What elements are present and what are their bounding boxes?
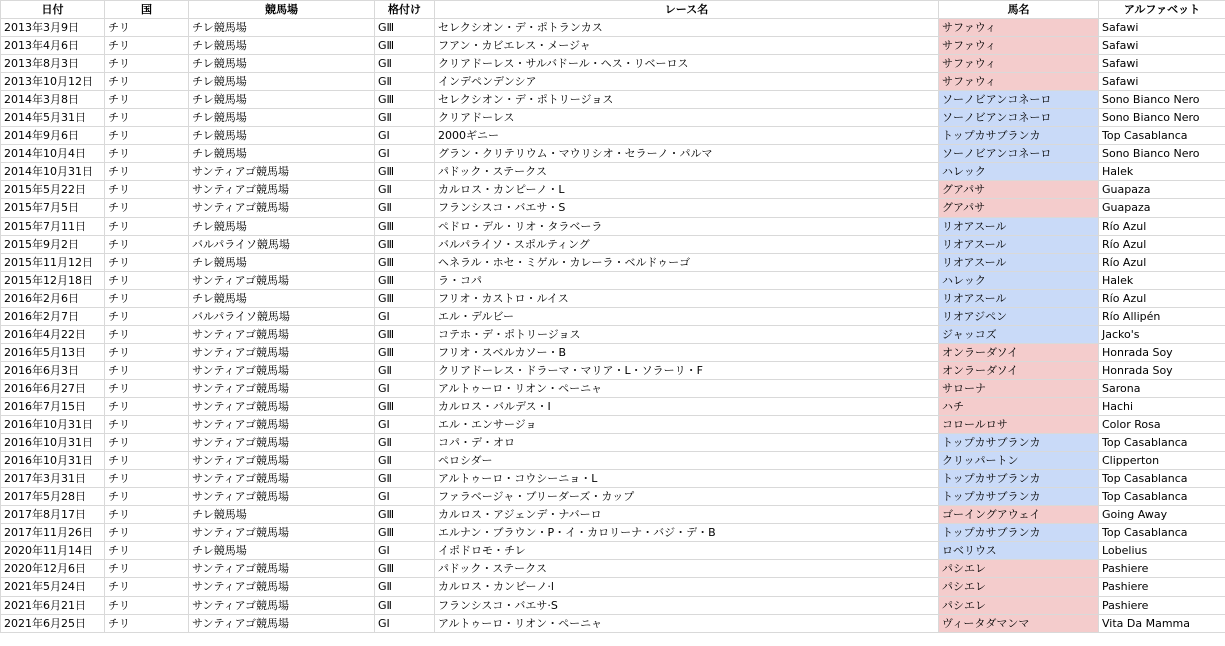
cell-alpha[interactable]: Honrada Soy — [1099, 361, 1225, 379]
cell-race[interactable]: フリオ・カストロ・ルイス — [435, 289, 939, 307]
cell-date[interactable]: 2014年10月4日 — [1, 145, 105, 163]
cell-alpha[interactable]: Río Azul — [1099, 235, 1225, 253]
cell-race[interactable]: パドック・ステークス — [435, 560, 939, 578]
cell-race[interactable]: クリアドーレス・サルバドール・ヘス・リベーロス — [435, 55, 939, 73]
cell-horse[interactable]: ヴィータダマンマ — [939, 614, 1099, 632]
cell-date[interactable]: 2017年8月17日 — [1, 506, 105, 524]
cell-horse[interactable]: ジャッコズ — [939, 325, 1099, 343]
cell-date[interactable]: 2016年5月13日 — [1, 343, 105, 361]
cell-country[interactable]: チリ — [105, 271, 189, 289]
cell-track[interactable]: チレ競馬場 — [189, 19, 375, 37]
cell-date[interactable]: 2013年10月12日 — [1, 73, 105, 91]
table-row — [1, 235, 1225, 253]
cell-track[interactable]: チレ競馬場 — [189, 145, 375, 163]
table-row — [1, 73, 1225, 91]
cell-track[interactable]: サンティアゴ競馬場 — [189, 343, 375, 361]
cell-grade[interactable]: GⅠ — [375, 145, 435, 163]
cell-track[interactable]: サンティアゴ競馬場 — [189, 470, 375, 488]
cell-country[interactable]: チリ — [105, 596, 189, 614]
cell-date[interactable]: 2021年6月25日 — [1, 614, 105, 632]
table-row — [1, 109, 1225, 127]
cell-race[interactable]: カルロス・カンピーノ・L — [435, 181, 939, 199]
cell-alpha[interactable]: Color Rosa — [1099, 416, 1225, 434]
cell-alpha[interactable]: Clipperton — [1099, 452, 1225, 470]
cell-track[interactable]: チレ競馬場 — [189, 542, 375, 560]
cell-date[interactable]: 2016年2月6日 — [1, 289, 105, 307]
header-country[interactable]: 国 — [105, 1, 189, 19]
cell-country[interactable]: チリ — [105, 397, 189, 415]
cell-grade[interactable]: GⅢ — [375, 524, 435, 542]
cell-date[interactable]: 2016年6月27日 — [1, 379, 105, 397]
cell-alpha[interactable]: Going Away — [1099, 506, 1225, 524]
table-row — [1, 452, 1225, 470]
cell-alpha[interactable]: Sono Bianco Nero — [1099, 109, 1225, 127]
cell-race[interactable]: ペドロ・デル・リオ・タラベーラ — [435, 217, 939, 235]
cell-grade[interactable]: GⅢ — [375, 37, 435, 55]
cell-grade[interactable]: GⅢ — [375, 271, 435, 289]
cell-grade[interactable]: GⅠ — [375, 307, 435, 325]
cell-grade[interactable]: GⅡ — [375, 578, 435, 596]
cell-grade[interactable]: GⅢ — [375, 19, 435, 37]
cell-horse[interactable]: ロベリウス — [939, 542, 1099, 560]
cell-date[interactable]: 2014年5月31日 — [1, 109, 105, 127]
table-row — [1, 307, 1225, 325]
cell-country[interactable]: チリ — [105, 524, 189, 542]
cell-country[interactable]: チリ — [105, 470, 189, 488]
cell-date[interactable]: 2015年12月18日 — [1, 271, 105, 289]
table-row — [1, 253, 1225, 271]
cell-horse[interactable]: サファウィ — [939, 37, 1099, 55]
cell-country[interactable]: チリ — [105, 379, 189, 397]
cell-date[interactable]: 2017年5月28日 — [1, 488, 105, 506]
cell-track[interactable]: サンティアゴ競馬場 — [189, 271, 375, 289]
cell-track[interactable]: バルパライソ競馬場 — [189, 235, 375, 253]
cell-track[interactable]: サンティアゴ競馬場 — [189, 434, 375, 452]
cell-date[interactable]: 2017年11月26日 — [1, 524, 105, 542]
table-row — [1, 560, 1225, 578]
cell-alpha[interactable]: Sono Bianco Nero — [1099, 91, 1225, 109]
cell-horse[interactable]: リオアスール — [939, 289, 1099, 307]
cell-date[interactable]: 2021年5月24日 — [1, 578, 105, 596]
cell-race[interactable]: コテホ・デ・ポトリージョス — [435, 325, 939, 343]
cell-alpha[interactable]: Vita Da Mamma — [1099, 614, 1225, 632]
table-body — [1, 19, 1225, 633]
cell-horse[interactable]: サファウィ — [939, 73, 1099, 91]
cell-grade[interactable]: GⅢ — [375, 325, 435, 343]
cell-race[interactable]: ラ・コパ — [435, 271, 939, 289]
table-row — [1, 614, 1225, 632]
cell-race[interactable]: エルナン・ブラウン・P・イ・カロリーナ・バジ・デ・B — [435, 524, 939, 542]
cell-alpha[interactable]: Honrada Soy — [1099, 343, 1225, 361]
cell-race[interactable]: フリオ・スベルカソー・B — [435, 343, 939, 361]
table-row — [1, 379, 1225, 397]
cell-track[interactable]: チレ競馬場 — [189, 127, 375, 145]
cell-country[interactable]: チリ — [105, 181, 189, 199]
cell-race[interactable]: パドック・ステークス — [435, 163, 939, 181]
cell-date[interactable]: 2016年10月31日 — [1, 434, 105, 452]
cell-grade[interactable]: GⅠ — [375, 488, 435, 506]
cell-grade[interactable]: GⅠ — [375, 127, 435, 145]
cell-race[interactable]: イポドロモ・チレ — [435, 542, 939, 560]
cell-horse[interactable]: パシエレ — [939, 578, 1099, 596]
cell-track[interactable]: バルパライソ競馬場 — [189, 307, 375, 325]
cell-date[interactable]: 2013年3月9日 — [1, 19, 105, 37]
cell-country[interactable]: チリ — [105, 614, 189, 632]
cell-alpha[interactable]: Río Allipén — [1099, 307, 1225, 325]
cell-country[interactable]: チリ — [105, 19, 189, 37]
cell-grade[interactable]: GⅢ — [375, 91, 435, 109]
cell-country[interactable]: チリ — [105, 343, 189, 361]
table-row — [1, 271, 1225, 289]
cell-grade[interactable]: GⅠ — [375, 542, 435, 560]
table-row — [1, 37, 1225, 55]
cell-grade[interactable]: GⅡ — [375, 452, 435, 470]
cell-date[interactable]: 2014年9月6日 — [1, 127, 105, 145]
cell-horse[interactable]: ゴーイングアウェイ — [939, 506, 1099, 524]
cell-alpha[interactable]: Sono Bianco Nero — [1099, 145, 1225, 163]
cell-alpha[interactable]: Top Casablanca — [1099, 524, 1225, 542]
cell-track[interactable]: チレ競馬場 — [189, 91, 375, 109]
cell-grade[interactable]: GⅢ — [375, 560, 435, 578]
cell-grade[interactable]: GⅡ — [375, 73, 435, 91]
cell-alpha[interactable]: Safawi — [1099, 37, 1225, 55]
cell-track[interactable]: チレ競馬場 — [189, 37, 375, 55]
cell-date[interactable]: 2020年12月6日 — [1, 560, 105, 578]
cell-grade[interactable]: GⅢ — [375, 235, 435, 253]
cell-race[interactable]: クリアドーレス・ドラーマ・マリア・L・ソラーリ・F — [435, 361, 939, 379]
cell-track[interactable]: チレ競馬場 — [189, 506, 375, 524]
cell-horse[interactable]: トップカサブランカ — [939, 524, 1099, 542]
cell-race[interactable]: フランシスコ・バエサ・S — [435, 199, 939, 217]
cell-alpha[interactable]: Hachi — [1099, 397, 1225, 415]
cell-track[interactable]: サンティアゴ競馬場 — [189, 614, 375, 632]
cell-horse[interactable]: クリッパートン — [939, 452, 1099, 470]
cell-horse[interactable]: パシエレ — [939, 560, 1099, 578]
cell-race[interactable]: インデペンデンシア — [435, 73, 939, 91]
cell-horse[interactable]: サローナ — [939, 379, 1099, 397]
cell-alpha[interactable]: Pashiere — [1099, 578, 1225, 596]
cell-horse[interactable]: リオアジペン — [939, 307, 1099, 325]
cell-country[interactable]: チリ — [105, 560, 189, 578]
cell-date[interactable]: 2015年7月5日 — [1, 199, 105, 217]
cell-grade[interactable]: GⅢ — [375, 289, 435, 307]
cell-track[interactable]: サンティアゴ競馬場 — [189, 452, 375, 470]
cell-date[interactable]: 2016年10月31日 — [1, 416, 105, 434]
cell-track[interactable]: サンティアゴ競馬場 — [189, 379, 375, 397]
cell-date[interactable]: 2016年10月31日 — [1, 452, 105, 470]
cell-race[interactable]: セレクシオン・デ・ポトリージョス — [435, 91, 939, 109]
cell-alpha[interactable]: Pashiere — [1099, 560, 1225, 578]
cell-alpha[interactable]: Halek — [1099, 163, 1225, 181]
table-row — [1, 325, 1225, 343]
cell-grade[interactable]: GⅡ — [375, 361, 435, 379]
cell-date[interactable]: 2021年6月21日 — [1, 596, 105, 614]
cell-grade[interactable]: GⅢ — [375, 397, 435, 415]
header-race[interactable]: レース名 — [435, 1, 939, 19]
header-track[interactable]: 競馬場 — [189, 1, 375, 19]
table-row — [1, 596, 1225, 614]
table-row — [1, 361, 1225, 379]
cell-horse[interactable]: リオアスール — [939, 217, 1099, 235]
cell-horse[interactable]: ハチ — [939, 397, 1099, 415]
cell-alpha[interactable]: Top Casablanca — [1099, 470, 1225, 488]
cell-date[interactable]: 2015年9月2日 — [1, 235, 105, 253]
cell-grade[interactable]: GⅢ — [375, 217, 435, 235]
table-row — [1, 127, 1225, 145]
table-row — [1, 397, 1225, 415]
cell-country[interactable]: チリ — [105, 361, 189, 379]
cell-country[interactable]: チリ — [105, 163, 189, 181]
cell-horse[interactable]: ソーノビアンコネーロ — [939, 109, 1099, 127]
cell-alpha[interactable]: Top Casablanca — [1099, 127, 1225, 145]
cell-race[interactable]: ヘネラル・ホセ・ミゲル・カレーラ・ベルドゥーゴ — [435, 253, 939, 271]
table-row — [1, 470, 1225, 488]
cell-country[interactable]: チリ — [105, 307, 189, 325]
table-row — [1, 163, 1225, 181]
cell-grade[interactable]: GⅢ — [375, 253, 435, 271]
cell-horse[interactable]: オンラーダソイ — [939, 361, 1099, 379]
cell-date[interactable]: 2013年8月3日 — [1, 55, 105, 73]
cell-alpha[interactable]: Río Azul — [1099, 289, 1225, 307]
cell-race[interactable]: ファラベージャ・ブリーダーズ・カップ — [435, 488, 939, 506]
cell-alpha[interactable]: Pashiere — [1099, 596, 1225, 614]
cell-grade[interactable]: GⅡ — [375, 109, 435, 127]
cell-horse[interactable]: ソーノビアンコネーロ — [939, 91, 1099, 109]
header-date[interactable]: 日付 — [1, 1, 105, 19]
cell-country[interactable]: チリ — [105, 325, 189, 343]
cell-grade[interactable]: GⅡ — [375, 596, 435, 614]
cell-horse[interactable]: ハレック — [939, 163, 1099, 181]
cell-race[interactable]: カルロス・カンピーノ·l — [435, 578, 939, 596]
table-row — [1, 145, 1225, 163]
table-row — [1, 181, 1225, 199]
table-row — [1, 578, 1225, 596]
cell-country[interactable]: チリ — [105, 578, 189, 596]
cell-horse[interactable]: オンラーダソイ — [939, 343, 1099, 361]
cell-country[interactable]: チリ — [105, 416, 189, 434]
cell-horse[interactable]: ハレック — [939, 271, 1099, 289]
cell-grade[interactable]: GⅡ — [375, 470, 435, 488]
cell-date[interactable]: 2020年11月14日 — [1, 542, 105, 560]
cell-country[interactable]: チリ — [105, 452, 189, 470]
cell-track[interactable]: サンティアゴ競馬場 — [189, 163, 375, 181]
cell-grade[interactable]: GⅢ — [375, 343, 435, 361]
cell-country[interactable]: チリ — [105, 434, 189, 452]
cell-alpha[interactable]: Sarona — [1099, 379, 1225, 397]
table-row — [1, 217, 1225, 235]
cell-race[interactable]: カルロス・アジェンデ・ナバーロ — [435, 506, 939, 524]
header-grade[interactable]: 格付け — [375, 1, 435, 19]
cell-track[interactable]: サンティアゴ競馬場 — [189, 181, 375, 199]
cell-alpha[interactable]: Halek — [1099, 271, 1225, 289]
cell-race[interactable]: コパ・デ・オロ — [435, 434, 939, 452]
cell-horse[interactable]: コロールロサ — [939, 416, 1099, 434]
cell-alpha[interactable]: Jacko's — [1099, 325, 1225, 343]
cell-country[interactable]: チリ — [105, 235, 189, 253]
table-row — [1, 488, 1225, 506]
table-row — [1, 19, 1225, 37]
cell-horse[interactable]: パシエレ — [939, 596, 1099, 614]
cell-track[interactable]: サンティアゴ競馬場 — [189, 560, 375, 578]
cell-country[interactable]: チリ — [105, 217, 189, 235]
cell-country[interactable]: チリ — [105, 488, 189, 506]
cell-alpha[interactable]: Top Casablanca — [1099, 488, 1225, 506]
cell-race[interactable]: セレクシオン・デ・ポトランカス — [435, 19, 939, 37]
cell-track[interactable]: サンティアゴ競馬場 — [189, 524, 375, 542]
cell-date[interactable]: 2016年7月15日 — [1, 397, 105, 415]
cell-country[interactable]: チリ — [105, 253, 189, 271]
cell-alpha[interactable]: Safawi — [1099, 19, 1225, 37]
cell-country[interactable]: チリ — [105, 91, 189, 109]
cell-alpha[interactable]: Guapaza — [1099, 199, 1225, 217]
cell-race[interactable]: フランシスコ・バエサ·S — [435, 596, 939, 614]
cell-race[interactable]: フアン・カビエレス・メージャ — [435, 37, 939, 55]
table-row — [1, 91, 1225, 109]
cell-country[interactable]: チリ — [105, 506, 189, 524]
cell-horse[interactable]: トップカサブランカ — [939, 127, 1099, 145]
cell-track[interactable]: サンティアゴ競馬場 — [189, 361, 375, 379]
header-horse[interactable]: 馬名 — [939, 1, 1099, 19]
cell-race[interactable]: クリアドーレス — [435, 109, 939, 127]
cell-grade[interactable]: GⅢ — [375, 506, 435, 524]
cell-country[interactable]: チリ — [105, 109, 189, 127]
cell-horse[interactable]: ソーノビアンコネーロ — [939, 145, 1099, 163]
cell-date[interactable]: 2016年2月7日 — [1, 307, 105, 325]
cell-grade[interactable]: GⅡ — [375, 199, 435, 217]
cell-country[interactable]: チリ — [105, 127, 189, 145]
cell-race[interactable]: 2000ギニー — [435, 127, 939, 145]
table-row — [1, 434, 1225, 452]
cell-track[interactable]: サンティアゴ競馬場 — [189, 397, 375, 415]
cell-grade[interactable]: GⅡ — [375, 181, 435, 199]
cell-date[interactable]: 2016年4月22日 — [1, 325, 105, 343]
cell-country[interactable]: チリ — [105, 55, 189, 73]
cell-race[interactable]: カルロス・バルデス・I — [435, 397, 939, 415]
cell-race[interactable]: アルトゥーロ・リオン・ペーニャ — [435, 379, 939, 397]
cell-horse[interactable]: トップカサブランカ — [939, 488, 1099, 506]
cell-track[interactable]: サンティアゴ競馬場 — [189, 596, 375, 614]
cell-race[interactable]: アルトゥーロ・コウシーニョ・L — [435, 470, 939, 488]
cell-track[interactable]: チレ競馬場 — [189, 253, 375, 271]
table-row — [1, 506, 1225, 524]
table-row — [1, 343, 1225, 361]
cell-track[interactable]: サンティアゴ競馬場 — [189, 488, 375, 506]
cell-horse[interactable]: サファウィ — [939, 19, 1099, 37]
cell-track[interactable]: チレ競馬場 — [189, 289, 375, 307]
cell-race[interactable]: エル・エンサージョ — [435, 416, 939, 434]
cell-date[interactable]: 2015年11月12日 — [1, 253, 105, 271]
cell-track[interactable]: チレ競馬場 — [189, 73, 375, 91]
table-row — [1, 199, 1225, 217]
cell-track[interactable]: サンティアゴ競馬場 — [189, 199, 375, 217]
cell-alpha[interactable]: Guapaza — [1099, 181, 1225, 199]
cell-grade[interactable]: GⅢ — [375, 163, 435, 181]
table-row — [1, 416, 1225, 434]
cell-grade[interactable]: GⅡ — [375, 55, 435, 73]
cell-horse[interactable]: リオアスール — [939, 253, 1099, 271]
cell-track[interactable]: チレ競馬場 — [189, 109, 375, 127]
cell-horse[interactable]: リオアスール — [939, 235, 1099, 253]
cell-race[interactable]: アルトゥーロ・リオン・ペーニャ — [435, 614, 939, 632]
cell-date[interactable]: 2015年5月22日 — [1, 181, 105, 199]
cell-horse[interactable]: トップカサブランカ — [939, 434, 1099, 452]
cell-race[interactable]: ペロシダー — [435, 452, 939, 470]
cell-grade[interactable]: GⅠ — [375, 379, 435, 397]
cell-alpha[interactable]: Top Casablanca — [1099, 434, 1225, 452]
cell-track[interactable]: チレ競馬場 — [189, 217, 375, 235]
table-row — [1, 542, 1225, 560]
cell-grade[interactable]: GⅠ — [375, 416, 435, 434]
cell-date[interactable]: 2013年4月6日 — [1, 37, 105, 55]
cell-date[interactable]: 2017年3月31日 — [1, 470, 105, 488]
header-alpha[interactable]: アルファベット — [1099, 1, 1225, 19]
cell-horse[interactable]: グアパサ — [939, 181, 1099, 199]
cell-grade[interactable]: GⅡ — [375, 434, 435, 452]
cell-track[interactable]: チレ競馬場 — [189, 55, 375, 73]
cell-date[interactable]: 2015年7月11日 — [1, 217, 105, 235]
cell-race[interactable]: エル・デルビー — [435, 307, 939, 325]
cell-grade[interactable]: GⅠ — [375, 614, 435, 632]
cell-country[interactable]: チリ — [105, 542, 189, 560]
cell-alpha[interactable]: Río Azul — [1099, 217, 1225, 235]
cell-alpha[interactable]: Safawi — [1099, 55, 1225, 73]
cell-date[interactable]: 2016年6月3日 — [1, 361, 105, 379]
cell-alpha[interactable]: Safawi — [1099, 73, 1225, 91]
cell-horse[interactable]: サファウィ — [939, 55, 1099, 73]
header-row — [1, 1, 1225, 19]
cell-country[interactable]: チリ — [105, 289, 189, 307]
table-row — [1, 289, 1225, 307]
cell-track[interactable]: サンティアゴ競馬場 — [189, 325, 375, 343]
cell-country[interactable]: チリ — [105, 145, 189, 163]
cell-alpha[interactable]: Lobelius — [1099, 542, 1225, 560]
table-row — [1, 55, 1225, 73]
cell-country[interactable]: チリ — [105, 73, 189, 91]
cell-alpha[interactable]: Río Azul — [1099, 253, 1225, 271]
cell-country[interactable]: チリ — [105, 37, 189, 55]
cell-track[interactable]: サンティアゴ競馬場 — [189, 578, 375, 596]
cell-country[interactable]: チリ — [105, 199, 189, 217]
cell-horse[interactable]: トップカサブランカ — [939, 470, 1099, 488]
cell-horse[interactable]: グアパサ — [939, 199, 1099, 217]
cell-race[interactable]: グラン・クリテリウム・マウリシオ・セラーノ・パルマ — [435, 145, 939, 163]
cell-race[interactable]: バルパライソ・スポルティング — [435, 235, 939, 253]
cell-date[interactable]: 2014年10月31日 — [1, 163, 105, 181]
table-row — [1, 524, 1225, 542]
cell-date[interactable]: 2014年3月8日 — [1, 91, 105, 109]
cell-track[interactable]: サンティアゴ競馬場 — [189, 416, 375, 434]
